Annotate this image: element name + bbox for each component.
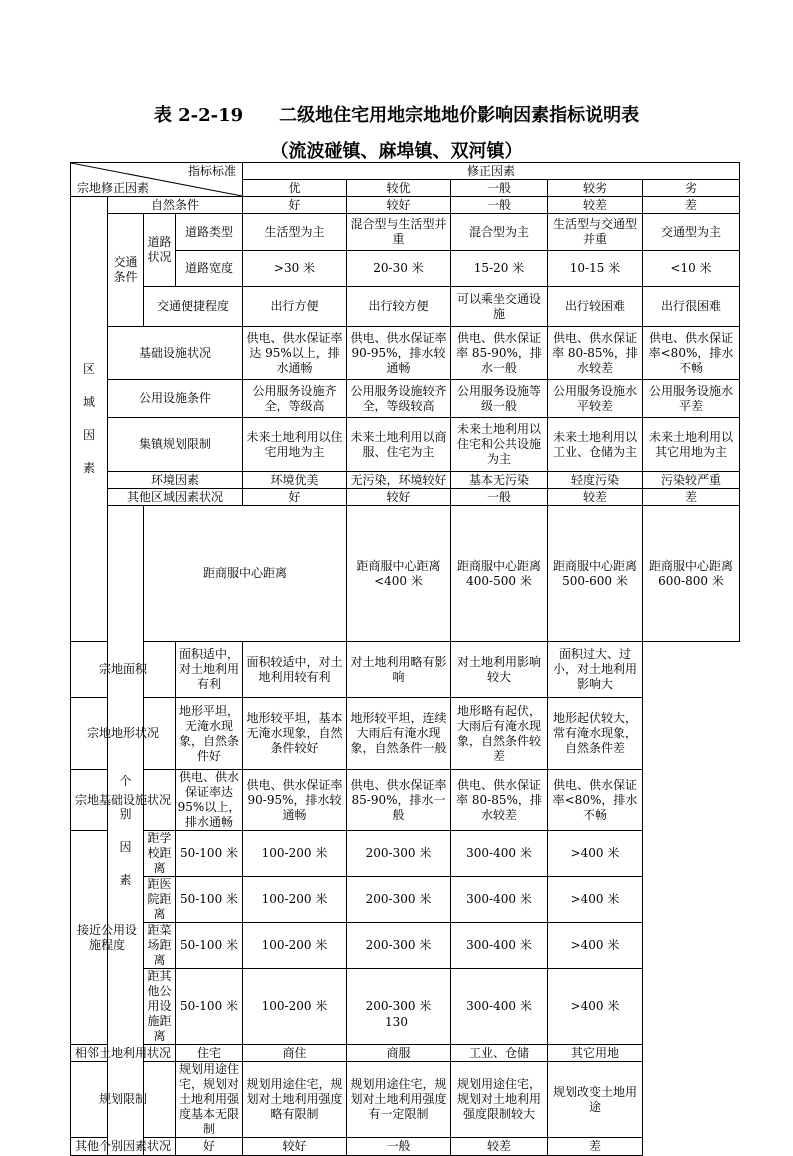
table-row <box>71 770 740 831</box>
table-cell: 300-400 米 <box>451 969 548 1045</box>
table-cell: 公用服务设施水平差 <box>643 380 740 418</box>
table-cell: 较差 <box>548 489 643 506</box>
table-cell: 混合型为主 <box>451 214 548 251</box>
table-cell: 距商服中心距离 600-800 米 <box>643 506 740 642</box>
table-cell: 轻度污染 <box>548 472 643 489</box>
row-label: 距医院距离 <box>144 877 176 923</box>
table-cell: 面积较适中，对土地利用较有利 <box>243 642 347 698</box>
table-cell: 生活型与交通型并重 <box>548 214 643 251</box>
table-cell: 15-20 米 <box>451 251 548 287</box>
table-cell: 出行很困难 <box>643 287 740 327</box>
table-cell: 50-100 米 <box>176 831 243 877</box>
grade-header: 较优 <box>347 180 451 197</box>
table-row <box>71 506 740 642</box>
table-cell: 供电、供水保证率达 95%以上，排水通畅 <box>176 770 243 831</box>
row-label: 公用设施条件 <box>108 380 243 418</box>
row-label: 接近公用设施程度 <box>71 831 144 1045</box>
row-label: 其他个别因素状况 <box>71 1138 176 1156</box>
table-cell: 公用服务设施水平较差 <box>548 380 643 418</box>
table-row <box>71 698 740 770</box>
table-cell: 地形平坦，无淹水现象，自然条件好 <box>176 698 243 770</box>
table-cell: >400 米 <box>548 923 643 969</box>
table-cell: 较好 <box>347 197 451 214</box>
table-cell: >400 米 <box>548 831 643 877</box>
table-cell: 好 <box>243 489 347 506</box>
table-subtitle: （流波碰镇、麻埠镇、双河镇） <box>270 141 523 162</box>
table-cell: 300-400 米 <box>451 831 548 877</box>
table-cell: 供电、供水保证率 80-85%，排水较差 <box>451 770 548 831</box>
correction-header: 修正因素 <box>243 163 740 180</box>
table-cell: 生活型为主 <box>243 214 347 251</box>
table-cell: 供电、供水保证率 80-85%，排水较差 <box>548 327 643 380</box>
grade-header: 较劣 <box>548 180 643 197</box>
table-cell: 对土地利用影响较大 <box>451 642 548 698</box>
grade-header: 优 <box>243 180 347 197</box>
table-cell: 商住 <box>243 1045 347 1062</box>
row-label: 交通便捷程度 <box>144 287 243 327</box>
table-row <box>71 197 740 214</box>
row-label: 距商服中心距离 <box>144 506 347 642</box>
table-cell: 地形较平坦，基本无淹水现象，自然条件较好 <box>243 698 347 770</box>
table-row <box>71 472 740 489</box>
table-cell: 面积适中，对土地利用有利 <box>176 642 243 698</box>
table-cell: 较好 <box>347 489 451 506</box>
table-cell: 距商服中心距离 500-600 米 <box>548 506 643 642</box>
table-cell: 规划用途住宅，规划对土地利用强度有一定限制 <box>347 1062 451 1138</box>
row-label: 集镇规划限制 <box>108 418 243 472</box>
table-cell: 差 <box>643 197 740 214</box>
table-cell: 住宅 <box>176 1045 243 1062</box>
table-cell: 基本无污染 <box>451 472 548 489</box>
table-cell: 供电、供水保证率 85-90%，排水一般 <box>347 770 451 831</box>
table-cell: 未来土地利用以商服、住宅为主 <box>347 418 451 472</box>
table-row <box>71 489 740 506</box>
page-number: 130 <box>385 1015 408 1029</box>
table-cell: 200-300 米 <box>347 877 451 923</box>
table-cell: 200-300 米 <box>347 831 451 877</box>
row-label: 其他区域因素状况 <box>108 489 243 506</box>
table-cell: <10 米 <box>643 251 740 287</box>
row-label: 相邻土地利用状况 <box>71 1045 176 1062</box>
row-label: 宗地面积 <box>71 642 176 698</box>
table-cell: 距商服中心距离<400 米 <box>347 506 451 642</box>
table-cell: 未来土地利用以工业、仓储为主 <box>548 418 643 472</box>
row-label: 环境因素 <box>108 472 243 489</box>
table-cell: 供电、供水保证率 85-90%，排水一般 <box>451 327 548 380</box>
table-row <box>71 877 740 923</box>
table-cell: 一般 <box>451 197 548 214</box>
table-row <box>71 327 740 380</box>
table-cell: >400 米 <box>548 877 643 923</box>
table-cell: 较差 <box>548 197 643 214</box>
row-label: 道路状况 <box>144 214 176 287</box>
table-cell: 工业、仓储 <box>451 1045 548 1062</box>
table-cell: 规划用途住宅，规划对土地利用强度略有限制 <box>243 1062 347 1138</box>
table-cell: 未来土地利用以其它用地为主 <box>643 418 740 472</box>
grade-header: 劣 <box>643 180 740 197</box>
table-cell: 可以乘坐交通设施 <box>451 287 548 327</box>
row-label: 道路类型 <box>176 214 243 251</box>
table-title: 表 2-2-19 二级地住宅用地宗地地价影响因素指标说明表 <box>153 105 640 126</box>
table-cell: 100-200 米 <box>243 831 347 877</box>
table-row <box>71 380 740 418</box>
table-cell: 未来土地利用以住宅用地为主 <box>243 418 347 472</box>
row-label: 自然条件 <box>108 197 243 214</box>
row-label: 规划限制 <box>71 1062 176 1138</box>
table-cell: 供电、供水保证率 90-95%，排水较通畅 <box>347 327 451 380</box>
table-cell: 环境优美 <box>243 472 347 489</box>
table-cell: 对土地利用略有影响 <box>347 642 451 698</box>
table-cell: 200-300 米 <box>347 923 451 969</box>
table-row <box>71 831 740 877</box>
table-cell: 公用服务设施等级一般 <box>451 380 548 418</box>
table-cell: 其它用地 <box>548 1045 643 1062</box>
factor-table <box>70 162 740 1156</box>
table-cell: 交通型为主 <box>643 214 740 251</box>
table-row <box>71 1045 740 1062</box>
diagonal-header-cell <box>71 163 243 197</box>
table-row <box>71 969 740 1045</box>
table-cell: 供电、供水保证率达 95%以上，排水通畅 <box>243 327 347 380</box>
row-label: 宗地地形状况 <box>71 698 176 770</box>
table-row <box>71 1138 740 1156</box>
table-row <box>71 1062 740 1138</box>
table-cell: 较好 <box>243 1138 347 1156</box>
table-cell: 300-400 米 <box>451 877 548 923</box>
row-label: 距其他公用设施距离 <box>144 969 176 1045</box>
table-cell: 未来土地利用以住宅和公共设施为主 <box>451 418 548 472</box>
table-cell: 出行方便 <box>243 287 347 327</box>
table-row <box>71 642 740 698</box>
table-cell: 差 <box>548 1138 643 1156</box>
table-cell: 300-400 米 <box>451 923 548 969</box>
table-cell: 供电、供水保证率 90-95%，排水较通畅 <box>243 770 347 831</box>
table-cell: 一般 <box>451 489 548 506</box>
table-cell: 差 <box>643 489 740 506</box>
row-label: 距学校距离 <box>144 831 176 877</box>
table-cell: 50-100 米 <box>176 923 243 969</box>
table-cell: 50-100 米 <box>176 969 243 1045</box>
regional-group-label: 区 域 因 素 <box>71 197 108 642</box>
table-cell: 污染较严重 <box>643 472 740 489</box>
table-cell: 一般 <box>347 1138 451 1156</box>
row-label: 道路宽度 <box>176 251 243 287</box>
individual-group-label: 个 别 因 素 <box>108 506 144 1156</box>
table-row <box>71 214 740 251</box>
row-label: 基础设施状况 <box>108 327 243 380</box>
table-cell: 地形略有起伏，大雨后有淹水现象，自然条件较差 <box>451 698 548 770</box>
table-cell: 100-200 米 <box>243 923 347 969</box>
table-cell: 无污染，环境较好 <box>347 472 451 489</box>
grade-header: 一般 <box>451 180 548 197</box>
table-cell: 规划改变土地用途 <box>548 1062 643 1138</box>
indicator-standard-label: 指标标准 <box>187 164 236 178</box>
table-row <box>71 923 740 969</box>
table-cell: 公用服务设施较齐全，等级较高 <box>347 380 451 418</box>
header-row-1 <box>71 163 740 180</box>
modify-factor-label: 宗地修正因素 <box>77 181 150 195</box>
table-cell: 好 <box>243 197 347 214</box>
table-cell: 面积过大、过小，对土地利用影响大 <box>548 642 643 698</box>
table-cell: 供电、供水保证率<80%，排水不畅 <box>548 770 643 831</box>
table-cell: 混合型与生活型并重 <box>347 214 451 251</box>
row-label: 交通条件 <box>108 214 144 327</box>
table-cell: 地形较平坦，连续大雨后有淹水现象，自然条件一般 <box>347 698 451 770</box>
table-cell: 商服 <box>347 1045 451 1062</box>
table-cell: 规划用途住宅，规划对土地利用强度限制较大 <box>451 1062 548 1138</box>
table-cell: 距商服中心距离 400-500 米 <box>451 506 548 642</box>
table-cell: 20-30 米 <box>347 251 451 287</box>
table-cell: 200-300 米 <box>347 969 451 1045</box>
table-cell: 100-200 米 <box>243 969 347 1045</box>
row-label: 宗地基础设施状况 <box>71 770 176 831</box>
row-label: 距菜场距离 <box>144 923 176 969</box>
table-cell: 好 <box>176 1138 243 1156</box>
table-cell: 出行较困难 <box>548 287 643 327</box>
table-row <box>71 418 740 472</box>
table-cell: 50-100 米 <box>176 877 243 923</box>
table-cell: 规划用途住宅，规划对土地利用强度基本无限制 <box>176 1062 243 1138</box>
table-cell: >400 米 <box>548 969 643 1045</box>
table-cell: >30 米 <box>243 251 347 287</box>
table-row <box>71 287 740 327</box>
table-cell: 较差 <box>451 1138 548 1156</box>
table-cell: 100-200 米 <box>243 877 347 923</box>
table-cell: 公用服务设施齐全，等级高 <box>243 380 347 418</box>
table-cell: 供电、供水保证率<80%，排水不畅 <box>643 327 740 380</box>
table-cell: 10-15 米 <box>548 251 643 287</box>
table-cell: 出行较方便 <box>347 287 451 327</box>
table-cell: 地形起伏较大，常有淹水现象，自然条件差 <box>548 698 643 770</box>
